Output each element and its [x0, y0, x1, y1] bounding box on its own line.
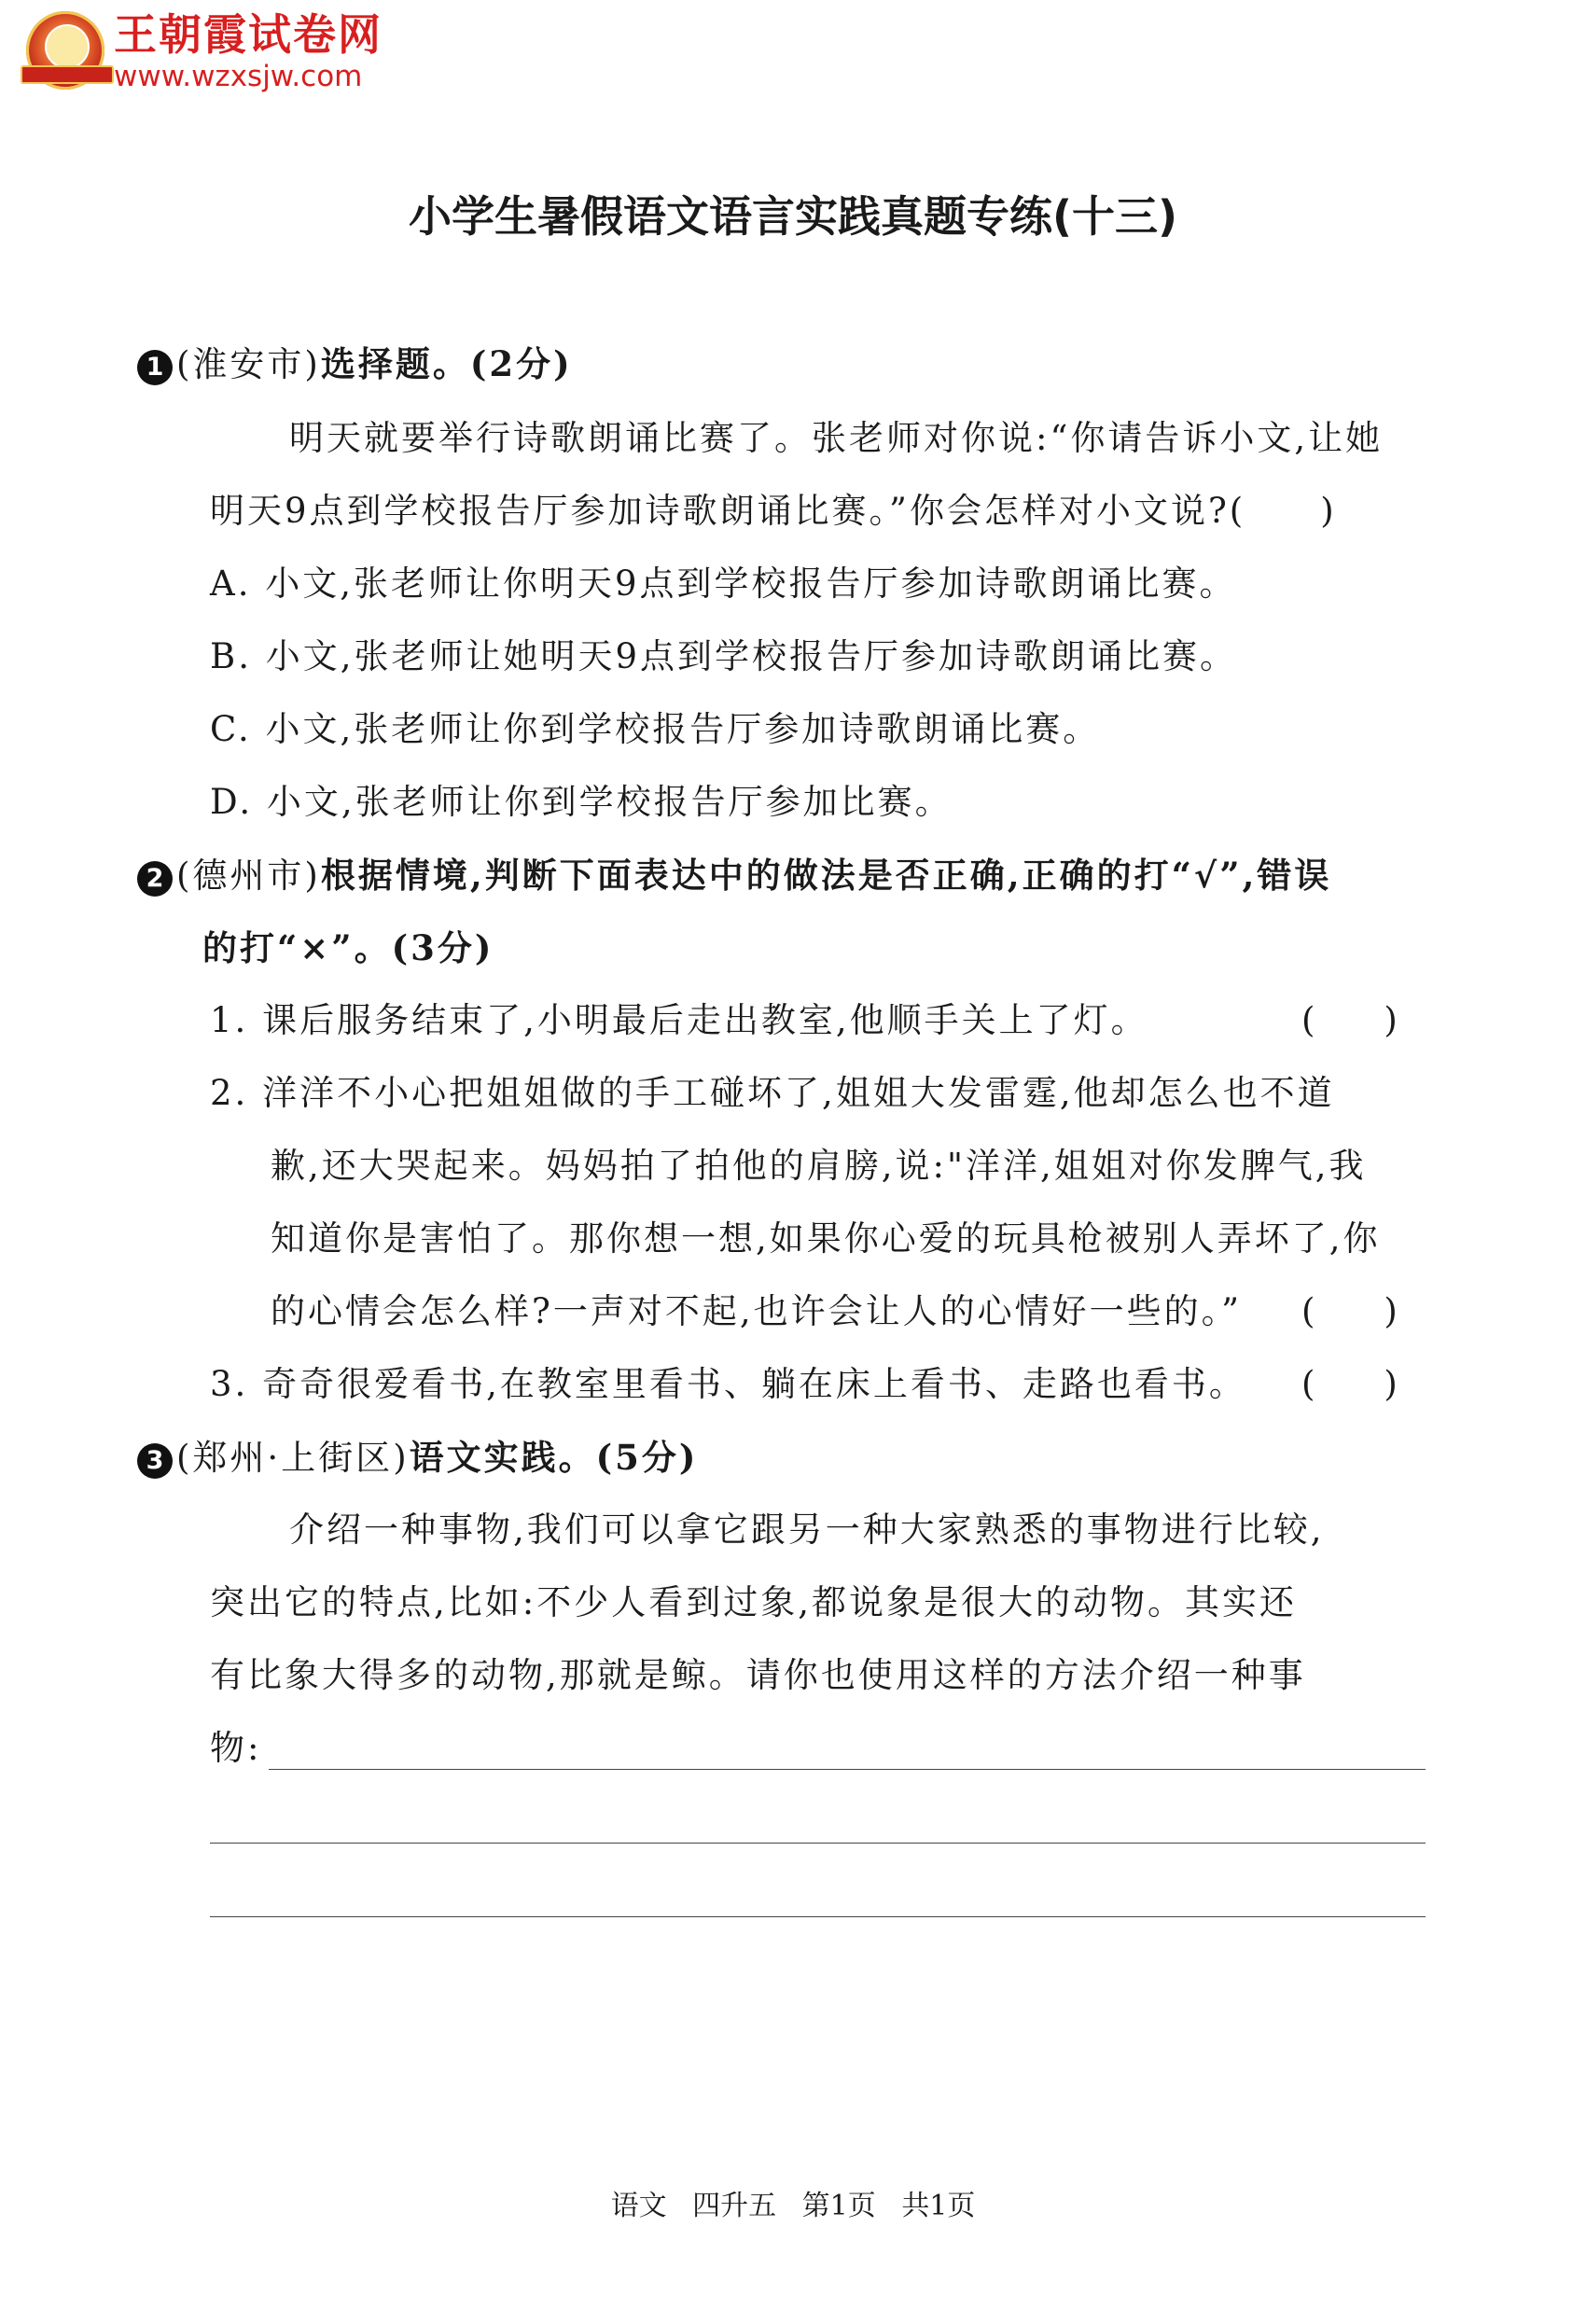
- q1-paragraph-line: 明天9点到学校报告厅参加诗歌朗诵比赛。”你会怎样对小文说?( ): [210, 491, 1337, 531]
- question-prompt: 选择题。(2分): [320, 343, 573, 384]
- question-number-badge: 1: [137, 350, 173, 385]
- question-source: (淮安市): [176, 344, 321, 384]
- q2-item-2-cont: 的心情会怎么样?一声对不起,也许会让人的心情好一些的。”: [271, 1291, 1243, 1331]
- question-number-badge: 3: [137, 1443, 173, 1479]
- q2-item-2-cont: 知道你是害怕了。那你想一想,如果你心爱的玩具枪被别人弄坏了,你: [271, 1218, 1381, 1259]
- footer-grade: 四升五: [692, 2190, 777, 2222]
- q3-paragraph-line: 突出它的特点,比如:不少人看到过象,都说象是很大的动物。其实还: [210, 1582, 1297, 1622]
- question-2-header: [137, 853, 1331, 898]
- q1-option-a: A. 小文,张老师让你明天9点到学校报告厅参加诗歌朗诵比赛。: [210, 564, 1237, 604]
- q2-item-3: 3. 奇奇很爱看书,在教室里看书、躺在床上看书、走路也看书。: [210, 1364, 1246, 1404]
- q1-option-d: D. 小文,张老师让你到学校报告厅参加比赛。: [210, 782, 953, 822]
- page-footer: [0, 2188, 1586, 2225]
- q1-option-c: C. 小文,张老师让你到学校报告厅参加诗歌朗诵比赛。: [210, 709, 1101, 749]
- site-url[interactable]: www.wzxsjw.com: [114, 60, 363, 93]
- q1-option-b: B. 小文,张老师让她明天9点到学校报告厅参加诗歌朗诵比赛。: [210, 636, 1238, 676]
- footer-subject: 语文: [610, 2190, 667, 2222]
- question-1-header: [137, 341, 573, 387]
- page-title: 小学生暑假语文语言实践真题专练(十三): [408, 191, 1178, 242]
- site-name[interactable]: 王朝霞试卷网: [114, 9, 383, 60]
- q3-paragraph-line: 物:: [210, 1728, 262, 1768]
- logo-ribbon: [21, 65, 114, 84]
- footer-total: 共1页: [901, 2190, 976, 2222]
- question-prompt: 语文实践。(5分): [409, 1437, 699, 1478]
- answer-paren[interactable]: ( ): [1301, 1364, 1398, 1404]
- answer-line[interactable]: [210, 1916, 1426, 1917]
- q3-paragraph-line: 有比象大得多的动物,那就是鲸。请你也使用这样的方法介绍一种事: [210, 1655, 1306, 1695]
- site-logo-icon: [26, 11, 104, 90]
- question-source: (郑州·上街区): [176, 1438, 410, 1478]
- question-source: (德州市): [176, 856, 321, 896]
- question-prompt-cont: 的打“×”。(3分): [202, 927, 494, 968]
- answer-line[interactable]: [210, 1843, 1426, 1844]
- question-number-badge: 2: [137, 861, 173, 897]
- answer-line[interactable]: [269, 1769, 1426, 1770]
- q3-paragraph-line: 介绍一种事物,我们可以拿它跟另一种大家熟悉的事物进行比较,: [289, 1510, 1325, 1550]
- q2-item-2: 2. 洋洋不小心把姐姐做的手工碰坏了,姐姐大发雷霆,他却怎么也不道: [210, 1073, 1335, 1113]
- footer-page: 第1页: [801, 2190, 876, 2222]
- answer-paren[interactable]: ( ): [1301, 1291, 1398, 1331]
- logo-emblem-core: [45, 24, 90, 69]
- question-prompt: 根据情境,判断下面表达中的做法是否正确,正确的打“√”,错误: [320, 855, 1332, 896]
- answer-paren[interactable]: ( ): [1301, 1000, 1398, 1040]
- q2-item-2-cont: 歉,还大哭起来。妈妈拍了拍他的肩膀,说:"洋洋,姐姐对你发脾气,我: [271, 1146, 1367, 1186]
- q2-item-1: 1. 课后服务结束了,小明最后走出教室,他顺手关上了灯。: [210, 1000, 1148, 1040]
- q1-paragraph-line: 明天就要举行诗歌朗诵比赛了。张老师对你说:“你请告诉小文,让她: [289, 418, 1384, 458]
- question-3-header: [137, 1435, 698, 1481]
